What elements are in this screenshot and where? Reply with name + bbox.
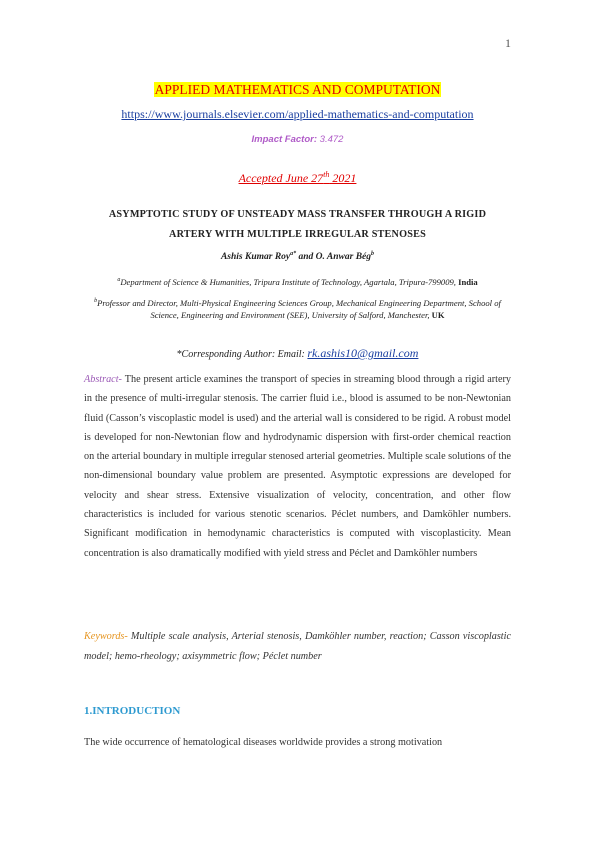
affiliation-b-text: Professor and Director, Multi-Physical Engineering Sciences Group, Mechanical Engineering Department, School of Science, Engineering and Environment (SEE), University of Salford, Manchester, [97,297,501,320]
keywords [84,627,511,667]
affiliation-b [84,295,511,321]
keywords-label: Keywords [84,631,125,642]
author-joiner: and O. Anwar Bég [296,252,372,263]
affiliation-b-sup: b [94,298,98,304]
impact-factor-value: 3.472 [319,134,344,145]
journal-name-text: APPLIED MATHEMATICS AND COMPUTATION [154,82,441,97]
affiliation-a-country: India [458,276,478,287]
corresponding-label: *Corresponding Author: Email: [176,349,308,360]
section-heading: 1.INTRODUCTION [84,705,181,717]
authors [0,251,595,262]
page-number: 1 [505,36,511,50]
author-1: Ashis Kumar Roy [220,252,291,263]
journal-name [0,82,595,98]
body-first-line: The wide occurrence of hematological diseases worldwide provides a strong motivation [84,737,443,748]
abstract-dash: - [118,374,125,385]
impact-factor-label: Impact Factor: [251,134,318,145]
abstract [84,370,511,563]
author-1-sup: a* [290,251,297,257]
accepted-year: 2021 [329,171,357,185]
accepted-prefix: Accepted June 27 [238,171,324,185]
keywords-text: Multiple scale analysis, Arterial stenosis, Damköhler number, reaction; Casson viscoplastic model; hemo-rheology; axisymmetric flow; Péclet number [84,631,511,662]
accepted-date [0,170,595,186]
affiliation-a-text: Department of Science & Humanities, Tripura Institute of Technology, Agartala, Tripura-799009, [120,276,459,287]
accepted-sup: th [323,170,330,179]
paper-title: ASYMPTOTIC STUDY OF UNSTEADY MASS TRANSFER THROUGH A RIGID ARTERY WITH MULTIPLE IRREGULAR STENOSES [108,209,487,240]
corresponding-author [0,346,595,361]
corresponding-email-link[interactable]: rk.ashis10@gmail.com [307,346,419,360]
author-2-sup: b [371,251,375,257]
impact-factor [0,134,595,145]
keywords-dash: - [124,631,131,642]
affiliation-b-country: UK [431,309,445,320]
abstract-text: The present article examines the transport of species in streaming blood through a rigid artery in the presence of multi-irregular stenosis. The carrier fluid i.e., blood is assumed to be non-Newtonian fluid (Casson’s viscoplastic model is used) and the arterial wall is considered to be rigid. A robust model is developed for non-Newtonian flow and hydrodynamic dispersion with first-order chemical reaction on the arterial boundary in multiple irregular stenosed arterial geometries. Multiple scale solutions of the non-dimensional boundary value problem are presented. Asymptotic expressions are developed for velocity and shear stress. Extensive visualization of velocity, concentration, and other flow characteristics is included for various stenotic scenarios. Péclet numbers, and Damköhler numbers. Significant modification in hemodynamic characteristics is computed with viscoplasticity. Mean concentration is also dramatically modified with yield stress and Péclet and Damköhler numbers [84,374,511,559]
abstract-label: Abstract [84,374,119,385]
affiliation-a [84,274,511,288]
journal-url-link[interactable]: https://www.journals.elsevier.com/applied-mathematics-and-computation [121,107,474,121]
affiliation-a-sup: a [117,277,121,283]
